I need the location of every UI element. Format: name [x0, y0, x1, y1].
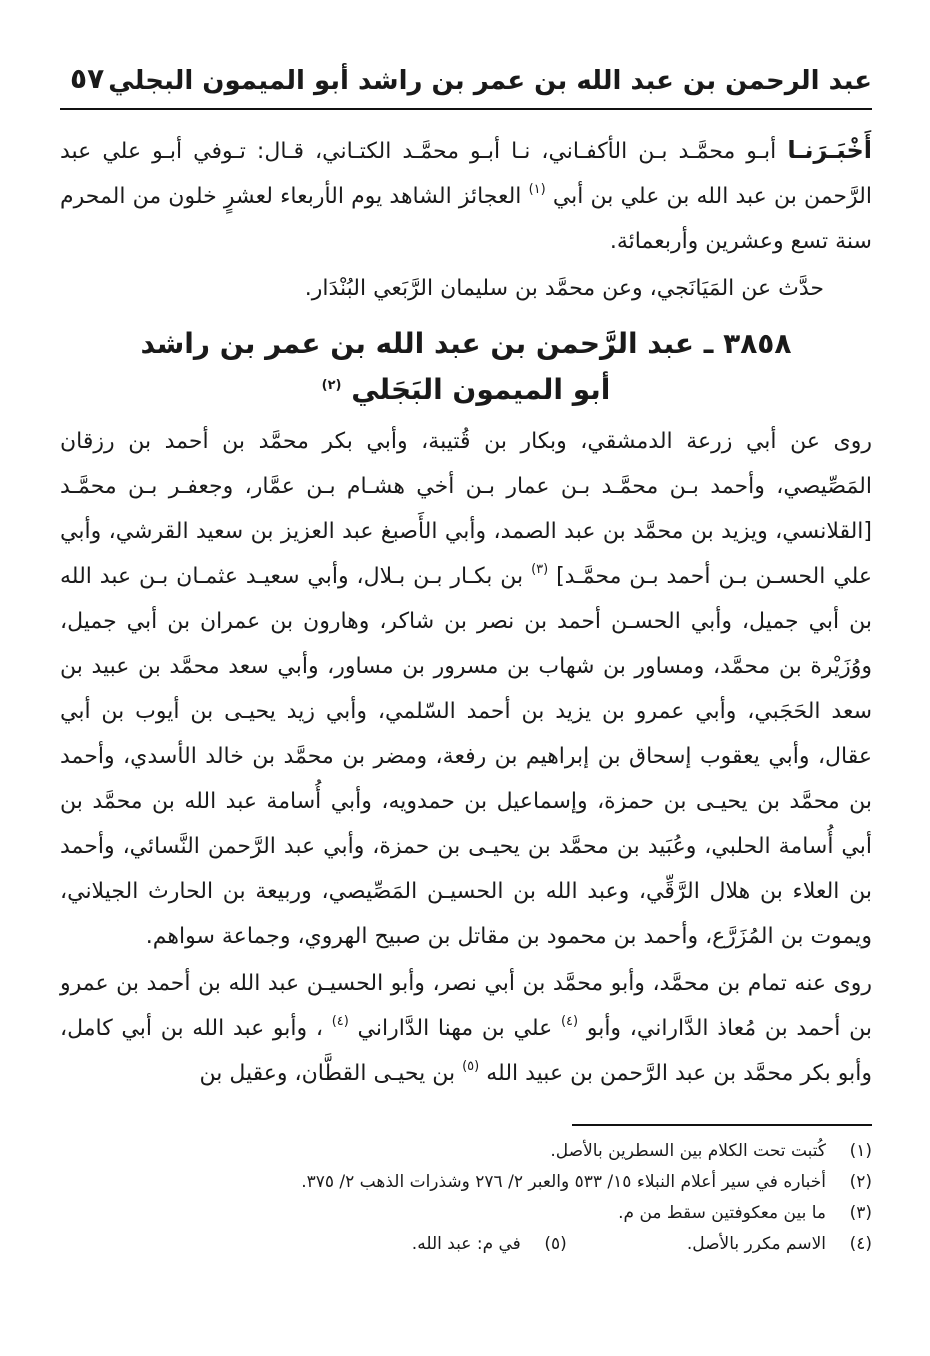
footnote-text: كُتبت تحت الكلام بين السطرين بالأصل.	[550, 1141, 826, 1161]
entry-heading-line-1: ٣٨٥٨ ـ عبد الرَّحمن بن عبد الله بن عمر بن راشد	[140, 327, 792, 360]
paragraph-narrated-from	[60, 266, 872, 311]
paragraph-text: روى عنه تمام بن محمَّد، وأبو محمَّد بن أبي نصر، وأبو الحسيـن عبد الله بن أحمد بن عمرو بن أحمد بن مُعاذ الدَّاراني، وأبو	[60, 971, 872, 1041]
footnote-ref-4a: (٤)	[560, 1014, 579, 1029]
footnote-text: الاسم مكرر بالأصل.	[686, 1234, 826, 1254]
running-header	[60, 52, 872, 110]
paragraph-death-report	[60, 128, 872, 264]
footnote-ref-5: (٥)	[462, 1059, 480, 1074]
footnote-item	[687, 1229, 872, 1260]
entry-heading	[60, 321, 872, 413]
footnote-number: (٢)	[849, 1172, 872, 1192]
footnote-row	[60, 1229, 872, 1260]
paragraph-text: أبـو محمَّـد بـن الأكفـاني، نـا أبـو محمَّـد الكتـاني، قـال: تـوفي أبـو علي عبد الرَّحمن بن عبد الله بن علي بن أبي	[60, 139, 872, 209]
paragraph-text: روى عن أبي زرعة الدمشقي، وبكار بن قُتيبة، وأبي بكر محمَّد بن أحمد بن رزقان المَصِّيصي، وأحمد بـن محمَّـد بـن عمار بـن أخي هشـام بـن عمَّار، وجعفـر بـن محمَّـد [القلانسي، ويزيد بن محمَّد بن عبد الصمد، وأبي الأَصبغ عبد العزيز بن سعيد القرشي، وأبي علي الحسـن بـن أحمد بـن محمَّـد]	[60, 429, 872, 589]
footnote-ref-3: (٣)	[531, 562, 549, 577]
footnote-ref-4b: (٤)	[331, 1014, 349, 1029]
footnote-item	[412, 1229, 567, 1260]
footnote-item	[60, 1167, 872, 1198]
paragraph-text: علي بن مهنا الدَّاراني	[357, 1016, 553, 1041]
footnote-text: ما بين معكوفتين سقط من م.	[618, 1203, 826, 1223]
footnote-number: (٥)	[544, 1234, 567, 1254]
paragraph-teachers	[60, 419, 872, 959]
footnote-ref-2: (٢)	[321, 378, 342, 393]
footnote-ref-1: (١)	[528, 182, 546, 197]
footnote-item	[60, 1198, 872, 1229]
page-number: ٥٧	[70, 62, 105, 95]
footnote-number: (٤)	[849, 1234, 872, 1254]
lead-word: أَخْبَـرَنـا	[787, 136, 872, 164]
entry-heading-name: أبو الميمون البَجَلي	[351, 373, 611, 406]
running-title: عبد الرحمن بن عبد الله بن عمر بن راشد أبو الميمون البجلي	[108, 66, 872, 96]
paragraph-students	[60, 961, 872, 1096]
book-page	[60, 52, 872, 1316]
paragraph-text: ، وأبو عبد الله بن أبي كامل، وأبو بكر محمَّد بن عبد الرَّحمن بن عبيد الله	[60, 1016, 872, 1086]
footnote-item	[60, 1136, 872, 1167]
footnote-text: أخباره في سير أعلام النبلاء ١٥/ ٥٣٣ والعبر ٢/ ٢٧٦ وشذرات الذهب ٢/ ٣٧٥.	[301, 1172, 826, 1192]
main-text	[60, 128, 872, 1096]
paragraph-text: حدَّث عن المَيَانَجي، وعن محمَّد بن سليمان الرَّبَعي البُنْدَار.	[304, 276, 824, 301]
paragraph-text: العجائز الشاهد يوم الأربعاء لعشرٍ خلون من المحرم سنة تسع وعشرين وأربعمائة.	[60, 184, 872, 254]
paragraph-text: بن يحيـى القطَّان، وعقيل بن	[199, 1061, 456, 1086]
footnote-divider	[572, 1124, 872, 1126]
footnote-number: (٣)	[849, 1203, 872, 1223]
paragraph-text: بن بكـار بـن بـلال، وأبي سعيـد عثمـان بـن عبد الله بن أبي جميل، وأبي الحسـن أحمد بن نصر بن شاكر، وهارون بن عمران بن أبي جميل، ووُزَيْرة بن محمَّد، ومساور بن شهاب بن مسرور بن مساور، وأبي سعد محمَّد بن عبيد بن سعد الحَجَبي، وأبي عمرو بن يزيد بن أحمد السّلمي، وأبي زيد يحيـى بن أيوب بن أبي عقال، وأبي يعقوب إسحاق بن إبراهيم بن رفعة، ومضر بن محمَّد بن خالد الأسدي، وأحمد بن محمَّد بن يحيـى بن حمزة، وإسماعيل بن حمدويه، وأبي أُسامة عبد الله بن محمَّد بن أبي أُسامة الحلبي، وعُبَيد بن محمَّد بن يحيـى بن حمزة، وأبي عبد الرَّحمن النَّسائي، وأحمد بن العلاء بن هلال الرَّقِّي، وعبد الله بن الحسيـن المَصِّيصي، وربيعة بن الحارث الجيلاني، ويموت بن المُزَرَّع، وأحمد بن محمود بن مقاتل بن صبيح الهروي، وجماعة سواهم.	[60, 564, 872, 949]
footnotes	[60, 1136, 872, 1260]
footnote-text: في م: عبد الله.	[411, 1234, 521, 1254]
footnote-number: (١)	[849, 1141, 872, 1161]
entry-heading-line-2	[60, 367, 872, 413]
